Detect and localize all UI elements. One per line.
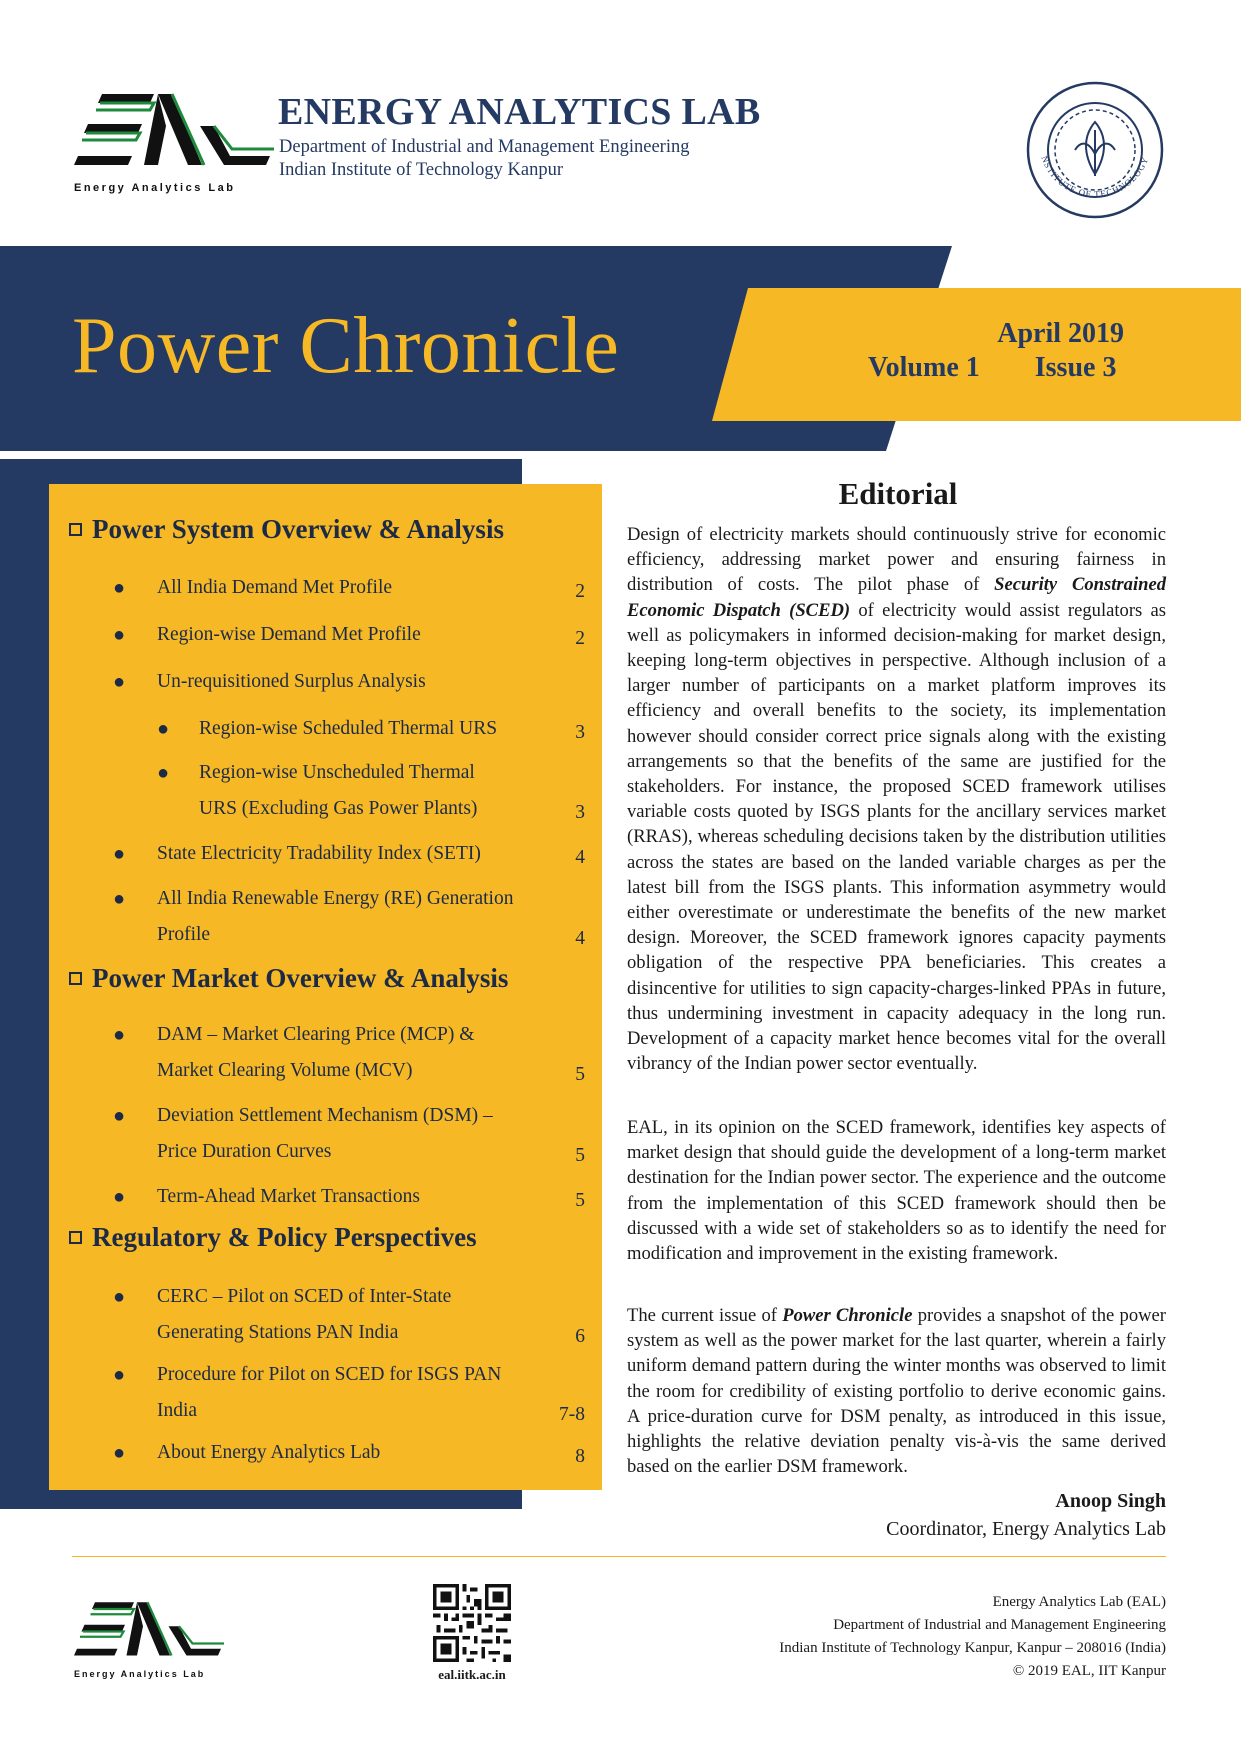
toc-item[interactable]: ● About Energy Analytics Lab 8 (157, 1435, 585, 1471)
toc-item[interactable]: ● All India Demand Met Profile 2 (157, 570, 585, 606)
table-of-contents (49, 484, 602, 1490)
logo-caption: Energy Analytics Lab (74, 1669, 206, 1679)
lab-name: ENERGY ANALYTICS LAB (278, 91, 761, 133)
bullet-icon: ● (113, 671, 126, 693)
department-name: Department of Industrial and Management Engineering (279, 137, 690, 157)
bullet-icon: ● (113, 1105, 126, 1127)
toc-item[interactable]: ● CERC – Pilot on SCED of Inter-State Generating Stations PAN India 6 (157, 1279, 585, 1351)
toc-item[interactable]: ● Un-requisitioned Surplus Analysis (157, 664, 585, 700)
issue-label: Issue 3 (1034, 352, 1117, 383)
author-role: Coordinator, Energy Analytics Lab (886, 1518, 1166, 1540)
eal-logo-footer (74, 1596, 224, 1680)
bullet-icon: ● (157, 718, 170, 740)
bullet-icon: ● (113, 1286, 126, 1308)
toc-section-power-market[interactable]: Power Market Overview & Analysis (69, 963, 508, 994)
bullet-icon: ● (113, 1186, 126, 1208)
toc-item[interactable]: ● All India Renewable Energy (RE) Generation Profile 4 (157, 881, 585, 953)
bullet-icon: ● (113, 843, 126, 865)
toc-item[interactable]: ● Region-wise Demand Met Profile 2 (157, 617, 585, 653)
eal-logo-mark-icon (74, 1596, 224, 1664)
issue-volume-line (868, 352, 1124, 384)
seal-caption: NSTITUTE OF TECHNOLOGY (1039, 154, 1151, 200)
toc-subitem[interactable]: ● Region-wise Unscheduled Thermal URS (Excluding Gas Power Plants) 3 (199, 755, 585, 827)
logo-caption: Energy Analytics Lab (74, 182, 236, 194)
footer-address-line: Indian Institute of Technology Kanpur, Kanpur – 208016 (India) (779, 1640, 1166, 1656)
website-caption: eal.iitk.ac.in (438, 1667, 506, 1682)
bullet-icon: ● (113, 624, 126, 646)
footer-copyright: © 2019 EAL, IIT Kanpur (1012, 1663, 1166, 1679)
editorial-paragraph-2: EAL, in its opinion on the SCED framework, identifies key aspects of market design that should guide the development of a long-term market destination for the Indian power sector. The experience and the outcome from the implementation of this SCED framework should then be discussed with a wide set of stakeholders so as to identify the need for modification and improvement in the existing framework. (627, 1117, 1166, 1265)
toc-section-regulatory[interactable]: Regulatory & Policy Perspectives (69, 1222, 477, 1253)
toc-item[interactable]: ● Term-Ahead Market Transactions 5 (157, 1179, 585, 1215)
volume-label: Volume 1 (868, 352, 980, 383)
toc-subitem[interactable]: ● Region-wise Scheduled Thermal URS 3 (199, 711, 585, 747)
editorial-heading: Editorial (838, 476, 958, 511)
qr-code-icon (433, 1584, 511, 1662)
editorial-paragraph-3: The current issue of Power Chronicle provides a snapshot of the power system as well as the power market for the last quarter, wherein a fairly uniform demand pattern during the winter months was observed to limit the room for credibility of existing portfolio to derive economic gains. A price-duration curve for DSM penalty, as introduced in this issue, highlights the relative deviation penalty vis-à-vis the same derived based on the earlier DSM framework. (627, 1305, 1166, 1478)
bullet-icon: ● (113, 1024, 126, 1046)
bullet-icon: ● (113, 1364, 126, 1386)
checkbox-icon (69, 972, 82, 985)
toc-item[interactable]: ● Deviation Settlement Mechanism (DSM) – Price Duration Curves 5 (157, 1098, 585, 1170)
author-name: Anoop Singh (1055, 1490, 1166, 1512)
iitk-seal (1025, 80, 1165, 220)
footer-address-line: Energy Analytics Lab (EAL) (992, 1594, 1166, 1610)
bullet-icon: ● (113, 577, 126, 599)
eal-logo (74, 86, 274, 196)
toc-item[interactable]: ● DAM – Market Clearing Price (MCP) & Market Clearing Volume (MCV) 5 (157, 1017, 585, 1089)
iitk-seal-icon (1025, 80, 1165, 220)
svg-text:INDIAN INSTITUTE OF TECHNOLOGY (1025, 80, 1151, 199)
toc-item[interactable]: ● State Electricity Tradability Index (SETI) 4 (157, 836, 585, 872)
bullet-icon: ● (113, 888, 126, 910)
bullet-icon: ● (157, 762, 170, 784)
eal-logo-mark-icon (74, 86, 274, 176)
editorial-paragraph-1: Design of electricity markets should continuously strive for economic efficiency, addressing market power and ensuring fairness in distribution of costs. The pilot phase of Security Constrained Economic Dispatch (SCED) of electricity would assist regulators as well as policymakers in informed decision-making for market design, keeping long-term objectives in perspective. Although inclusion of a larger number of participants on a market platform improves its efficiency and overall benefits to the society, its implementation however should consider correct price signals along with the existing arrangements so that the benefits of the same are justified for the stakeholders. For instance, the proposed SCED framework utilises variable costs quoted by ISGS plants for the ancillary services market (RRAS), whereas scheduling decisions taken by the distribution utilities across the states are based on the landed variable charges as per the latest bill from the ISGS plants. This information asymmetry would either overestimate or underestimate the benefits of the new market design. Moreover, the SCED framework ignores capacity payments obligation of the respective PPA beneficiaries. This creates a disincentive for utilities to sign capacity-charges-linked PPAs in future, thus undermining investment in capacity adequacy in the long run. Development of a capacity market hence becomes vital for the overall vibrancy of the Indian power sector eventually. (627, 524, 1166, 1075)
toc-item[interactable]: ● Procedure for Pilot on SCED for ISGS PAN India 7-8 (157, 1357, 585, 1429)
footer-address-line: Department of Industrial and Management Engineering (833, 1617, 1166, 1633)
toc-section-power-system[interactable]: Power System Overview & Analysis (69, 514, 504, 545)
checkbox-icon (69, 1231, 82, 1244)
footer-divider (72, 1556, 1166, 1557)
checkbox-icon (69, 523, 82, 536)
qr-code[interactable] (433, 1584, 511, 1662)
bullet-icon: ● (113, 1442, 126, 1464)
issue-date: April 2019 (997, 318, 1124, 349)
institute-name: Indian Institute of Technology Kanpur (279, 160, 564, 180)
newsletter-title: Power Chronicle (72, 302, 620, 390)
